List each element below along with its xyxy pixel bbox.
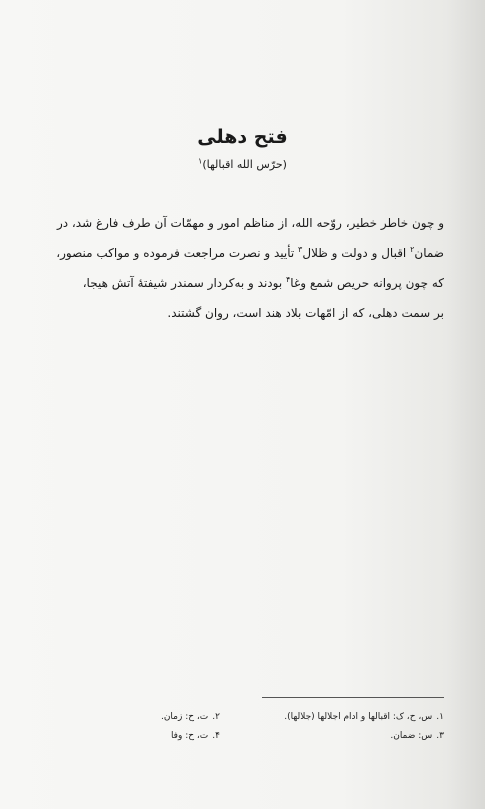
chapter-subtitle bbox=[0, 157, 485, 173]
footnote-divider bbox=[262, 697, 444, 698]
footnote-2-number: ۲. bbox=[212, 712, 220, 722]
paragraph-line-3 bbox=[30, 268, 444, 298]
paragraph-line-1 bbox=[30, 208, 444, 238]
line-2-text-b: اقبال و دولت و ظلال bbox=[302, 246, 411, 260]
footnotes bbox=[110, 708, 444, 746]
footnote-1-number: ۱. bbox=[436, 712, 444, 722]
footnote-ref-2: ۲ bbox=[410, 245, 415, 254]
footnote-4 bbox=[110, 727, 220, 746]
line-2-text-c: تأیید و نصرت مراجعت فرموده و مواکب منصور، bbox=[56, 246, 299, 260]
footnote-1-text: س، ح، ک: اقبالها و ادام اجلالها (جلالها). bbox=[284, 712, 433, 722]
footnote-ref-3: ۳ bbox=[298, 245, 303, 254]
footnote-3 bbox=[390, 727, 444, 746]
footnote-2 bbox=[110, 708, 220, 727]
footnote-2-text: ت، ح: زمان. bbox=[160, 712, 209, 722]
footnote-row-2 bbox=[110, 727, 444, 746]
body-paragraph bbox=[30, 208, 444, 328]
line-3-text-a: که چون پروانه حریص شمع وغا bbox=[290, 276, 444, 290]
subtitle-text: (حرّس الله اقبالها) bbox=[202, 158, 287, 171]
paragraph-line-2 bbox=[30, 238, 444, 268]
chapter-title: فتح دهلی bbox=[197, 126, 288, 148]
footnote-1 bbox=[284, 708, 444, 727]
footnote-ref-4: ۴ bbox=[286, 275, 291, 284]
paragraph-line-4 bbox=[30, 298, 444, 328]
line-3-text-b: بودند و به‌کردار سمندر شیفتهٔ آتش هیجا، bbox=[82, 276, 286, 290]
footnote-4-text: ت، ح: وفا bbox=[170, 731, 209, 741]
footnote-4-number: ۴. bbox=[212, 731, 220, 741]
line-1-text: و چون خاطر خطیر، روّحه الله، از مناظم امور و مهمّات آن طرف فارغ شد، در bbox=[56, 216, 444, 230]
footnote-row-1 bbox=[110, 708, 444, 727]
footnote-3-text: س: ضمان. bbox=[390, 731, 433, 741]
line-4-text: بر سمت دهلی، که از امّهات بلاد هند است، روان گشتند. bbox=[167, 306, 444, 320]
subtitle-footnote-ref: ۱ bbox=[198, 156, 203, 166]
line-2-text-a: ضمان bbox=[414, 246, 444, 260]
footnote-3-number: ۳. bbox=[436, 731, 444, 741]
